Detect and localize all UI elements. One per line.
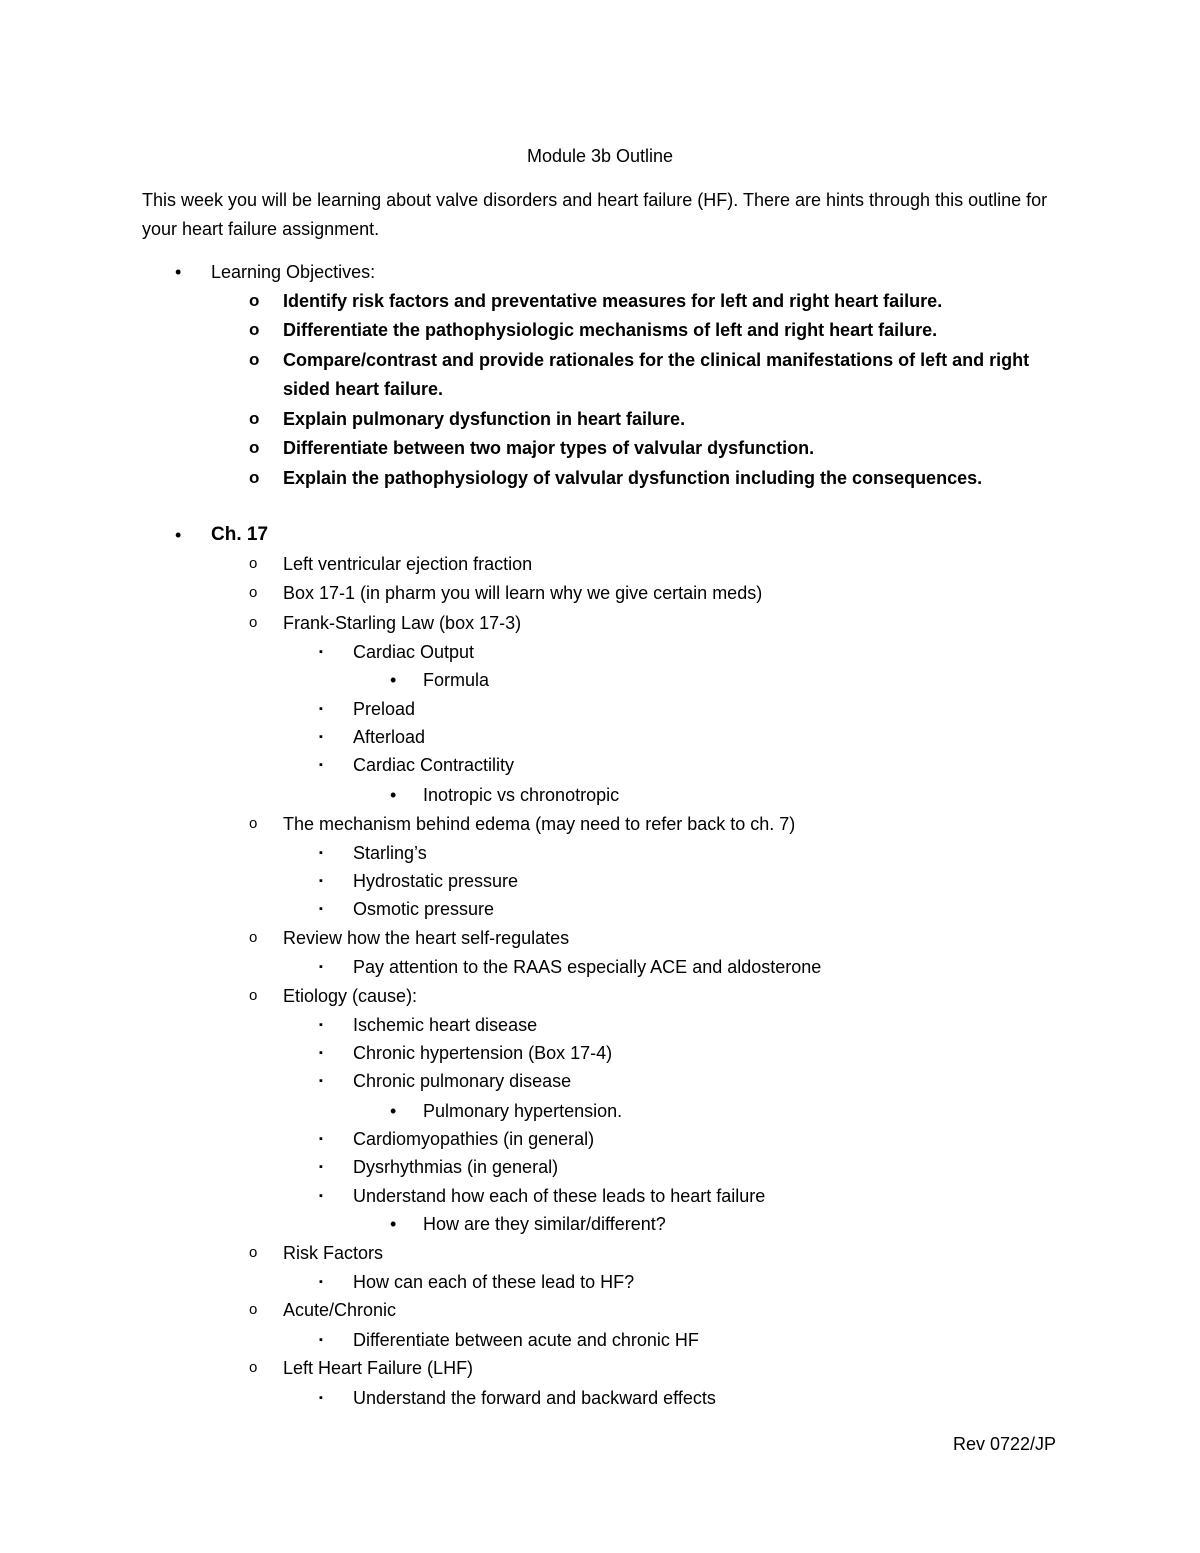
square-bullet-icon: ▪ <box>319 847 323 859</box>
circle-bullet-icon: o <box>249 350 260 369</box>
circle-bullet-icon: o <box>249 929 258 946</box>
circle-bullet-icon: o <box>249 409 260 428</box>
outline-item-text: Pulmonary hypertension. <box>423 1101 623 1121</box>
outline-item-text: Box 17-1 (in pharm you will learn why we give certain meds) <box>283 583 763 603</box>
outline-item-text: Cardiac Output <box>353 642 475 662</box>
learning-objective-text: Explain the pathophysiology of valvular dysfunction including the consequences. <box>283 468 983 488</box>
square-bullet-icon: ▪ <box>319 1019 323 1031</box>
square-bullet-icon: ▪ <box>319 1392 323 1404</box>
circle-bullet-icon: o <box>249 468 260 487</box>
circle-bullet-icon: o <box>249 291 260 310</box>
outline-item-text: Acute/Chronic <box>283 1300 397 1320</box>
outline-item-text: Ischemic heart disease <box>353 1015 538 1035</box>
circle-bullet-icon: o <box>249 1359 258 1376</box>
bullet-icon: • <box>390 1101 397 1121</box>
circle-bullet-icon: o <box>249 614 258 631</box>
circle-bullet-icon: o <box>249 1301 258 1318</box>
outline-item-text: How are they similar/different? <box>423 1214 666 1234</box>
outline-item-text: Cardiac Contractility <box>353 755 515 775</box>
outline-item-text: Left Heart Failure (LHF) <box>283 1358 474 1378</box>
square-bullet-icon: ▪ <box>319 731 323 743</box>
circle-bullet-icon: o <box>249 987 258 1004</box>
square-bullet-icon: ▪ <box>319 1075 323 1087</box>
outline-item-text: Dysrhythmias (in general) <box>353 1157 559 1177</box>
circle-bullet-icon: o <box>249 438 260 457</box>
square-bullet-icon: ▪ <box>319 1133 323 1145</box>
outline-item-text: Preload <box>353 699 416 719</box>
learning-objective-text: Differentiate between two major types of valvular dysfunction. <box>283 438 815 458</box>
outline-item-text: Left ventricular ejection fraction <box>283 554 533 574</box>
circle-bullet-icon: o <box>249 815 258 832</box>
outline-item-text: How can each of these lead to HF? <box>353 1272 635 1292</box>
circle-bullet-icon: o <box>249 320 260 339</box>
circle-bullet-icon: o <box>249 1244 258 1261</box>
outline-item-text: Chronic pulmonary disease <box>353 1071 572 1091</box>
outline-item-text: Frank-Starling Law (box 17-3) <box>283 613 522 633</box>
learning-objective-text: Differentiate the pathophysiologic mechanisms of left and right heart failure. <box>283 320 938 340</box>
square-bullet-icon: ▪ <box>319 1276 323 1288</box>
square-bullet-icon: ▪ <box>319 961 323 973</box>
square-bullet-icon: ▪ <box>319 1161 323 1173</box>
outline-item-text: Hydrostatic pressure <box>353 871 519 891</box>
bullet-icon: • <box>390 785 397 805</box>
learning-objective-text: Explain pulmonary dysfunction in heart failure. <box>283 409 686 429</box>
square-bullet-icon: ▪ <box>319 703 323 715</box>
outline-item-text: Etiology (cause): <box>283 986 418 1006</box>
page-title: Module 3b Outline <box>526 146 674 166</box>
outline-item-text: Afterload <box>353 727 426 747</box>
outline-item-text: Inotropic vs chronotropic <box>423 785 620 805</box>
outline-item-text: Formula <box>423 670 490 690</box>
outline-item-text: Starling’s <box>353 843 427 863</box>
outline-item-text: Risk Factors <box>283 1243 384 1263</box>
square-bullet-icon: ▪ <box>319 759 323 771</box>
chapter-label: Ch. 17 <box>211 524 269 545</box>
outline-item-text: Differentiate between acute and chronic HF <box>353 1330 699 1350</box>
square-bullet-icon: ▪ <box>319 1334 323 1346</box>
bullet-icon: • <box>390 670 397 690</box>
outline-item-text: The mechanism behind edema (may need to refer back to ch. 7) <box>283 814 796 834</box>
square-bullet-icon: ▪ <box>319 1047 323 1059</box>
outline-item-text: Chronic hypertension (Box 17-4) <box>353 1043 613 1063</box>
learning-objective-text: Compare/contrast and provide rationales for the clinical manifestations of left and right sided heart failure. <box>283 350 1030 399</box>
outline-item-text: Pay attention to the RAAS especially ACE and aldosterone <box>353 957 822 977</box>
intro-paragraph: This week you will be learning about valve disorders and heart failure (HF). There are hints through this outline for your heart failure assignment. <box>142 190 1048 239</box>
square-bullet-icon: ▪ <box>319 875 323 887</box>
circle-bullet-icon: o <box>249 555 258 572</box>
revision-footer: Rev 0722/JP <box>953 1434 1057 1454</box>
learning-objective-text: Identify risk factors and preventative measures for left and right heart failure. <box>283 291 943 311</box>
outline-item-text: Osmotic pressure <box>353 899 495 919</box>
circle-bullet-icon: o <box>249 584 258 601</box>
outline-item-text: Understand the forward and backward effects <box>353 1388 716 1408</box>
bullet-icon: • <box>390 1214 397 1234</box>
bullet-icon: • <box>175 525 182 545</box>
bullet-icon: • <box>175 262 182 282</box>
square-bullet-icon: ▪ <box>319 903 323 915</box>
square-bullet-icon: ▪ <box>319 1190 323 1202</box>
learning-objectives-label: Learning Objectives: <box>211 262 376 282</box>
outline-item-text: Understand how each of these leads to heart failure <box>353 1186 766 1206</box>
outline-item-text: Review how the heart self-regulates <box>283 928 570 948</box>
square-bullet-icon: ▪ <box>319 646 323 658</box>
outline-item-text: Cardiomyopathies (in general) <box>353 1129 595 1149</box>
